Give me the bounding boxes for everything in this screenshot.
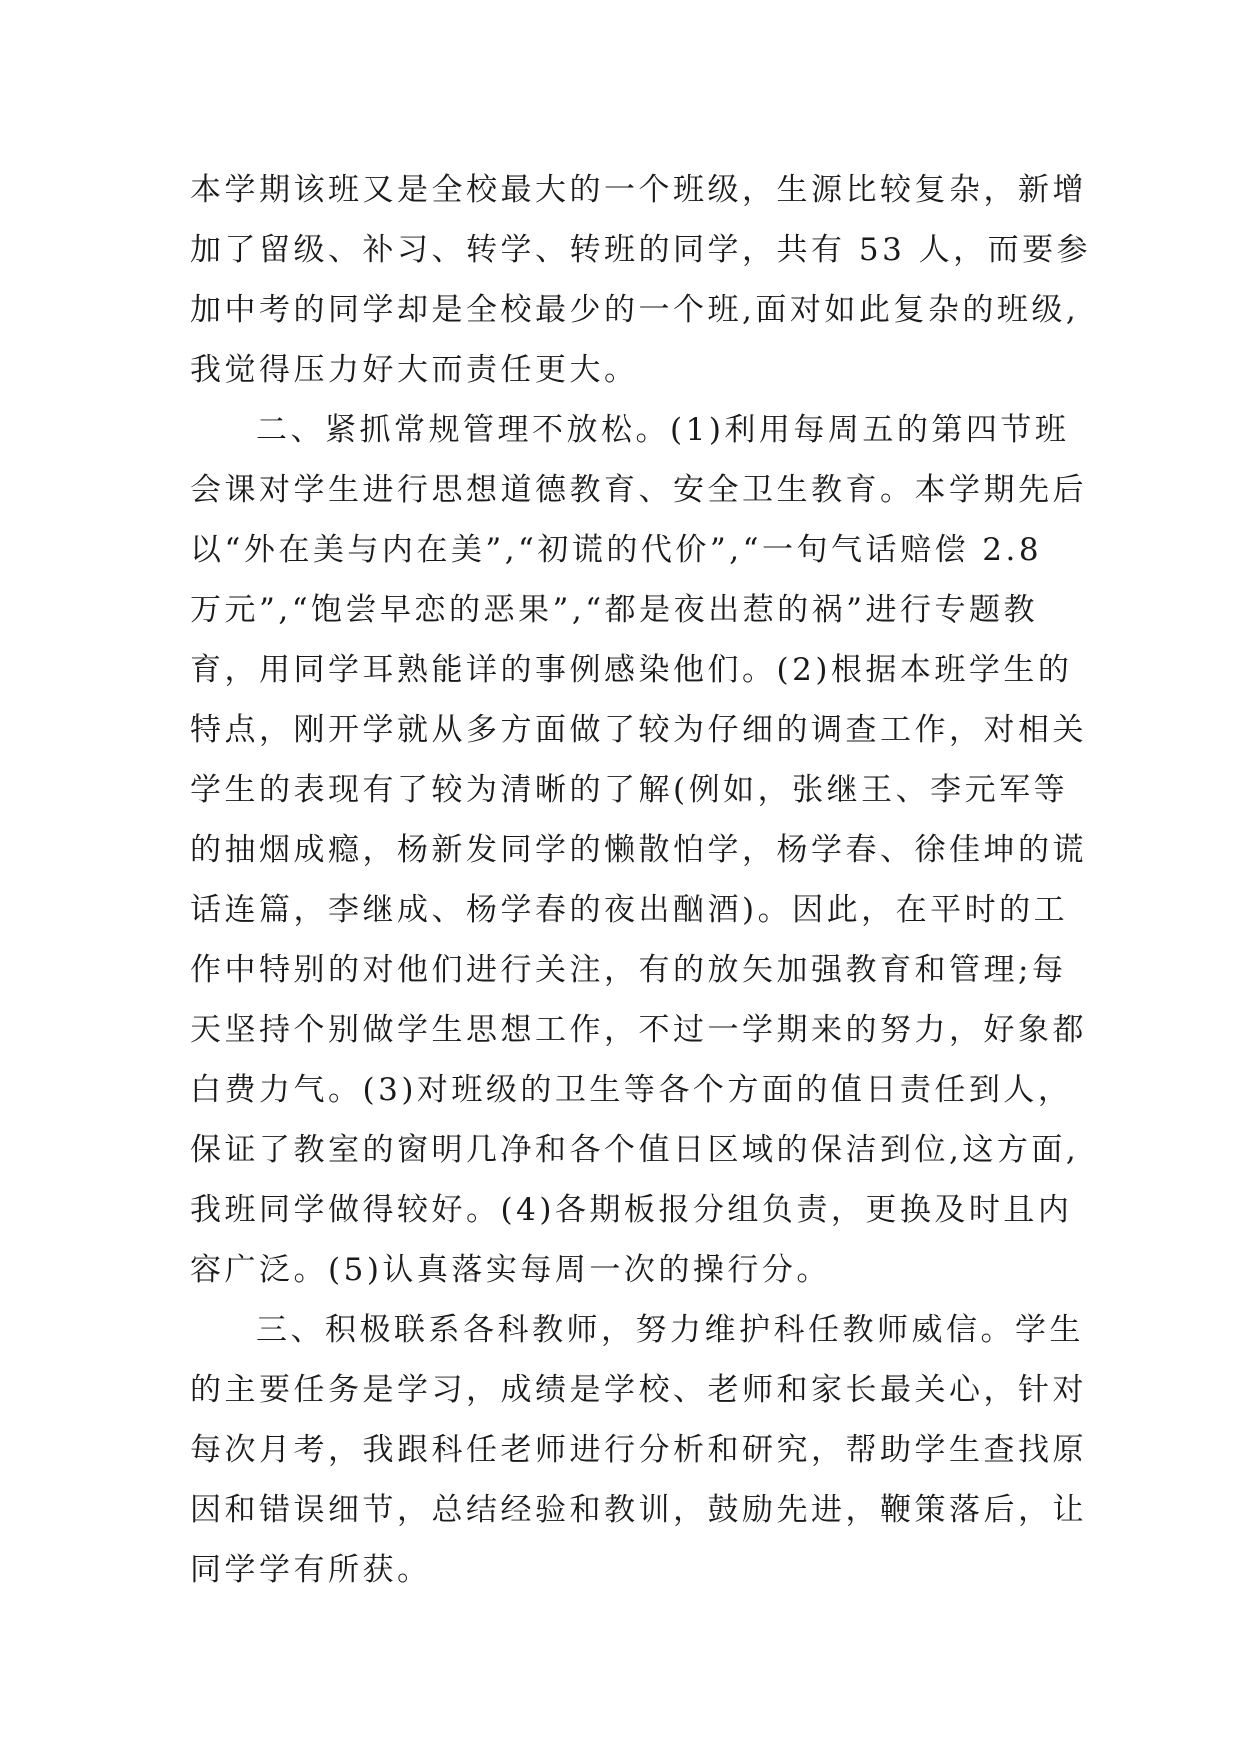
text-line: 话连篇，李继成、杨学春的夜出酗酒)。因此，在平时的工 [190, 892, 1069, 928]
text-line: 本学期该班又是全校最大的一个班级，生源比较复杂，新增 [190, 172, 1087, 208]
text-line: 特点，刚开学就从多方面做了较为仔细的调查工作，对相关 [190, 712, 1087, 748]
text-line: 加了留级、补习、转学、转班的同学，共有 53 人，而要参 [190, 232, 1092, 268]
paragraph-teacher-liaison [190, 1300, 1087, 1600]
document-body [190, 160, 1092, 1600]
text-line: 的主要任务是学习，成绩是学校、老师和家长最关心，针对 [190, 1372, 1087, 1408]
text-line: 的抽烟成瘾，杨新发同学的懒散怕学，杨学春、徐佳坤的谎 [190, 832, 1087, 868]
text-line: 二、紧抓常规管理不放松。(1)利用每周五的第四节班 [256, 412, 1070, 448]
text-line: 每次月考，我跟科任老师进行分析和研究，帮助学生查找原 [190, 1432, 1087, 1468]
text-line: 容广泛。(5)认真落实每周一次的操行分。 [190, 1252, 831, 1288]
text-line: 以“外在美与内在美”,“初谎的代价”,“一句气话赔偿 2.8 [190, 532, 1043, 568]
text-line: 作中特别的对他们进行关注，有的放矢加强教育和管理;每 [190, 952, 1067, 988]
text-line: 我觉得压力好大而责任更大。 [190, 352, 639, 388]
text-line: 育，用同学耳熟能详的事例感染他们。(2)根据本班学生的 [190, 652, 1073, 688]
text-line: 天坚持个别做学生思想工作，不过一学期来的努力，好象都 [190, 1012, 1087, 1048]
text-line: 加中考的同学却是全校最少的一个班,面对如此复杂的班级, [190, 292, 1080, 328]
paragraph-class-overview [190, 160, 1092, 400]
paragraph-routine-management [190, 400, 1087, 1300]
text-line: 同学学有所获。 [190, 1552, 432, 1588]
text-line: 三、积极联系各科教师，努力维护科任教师威信。学生 [256, 1312, 1084, 1348]
text-line: 因和错误细节，总结经验和教训，鼓励先进，鞭策落后，让 [190, 1492, 1087, 1528]
text-line: 白费力气。(3)对班级的卫生等各个方面的值日责任到人， [190, 1072, 1073, 1108]
text-line: 保证了教室的窗明几净和各个值日区域的保洁到位,这方面, [190, 1132, 1080, 1168]
text-line: 会课对学生进行思想道德教育、安全卫生教育。本学期先后 [190, 472, 1087, 508]
text-line: 万元”,“饱尝早恋的恶果”,“都是夜出惹的祸”进行专题教 [190, 592, 1038, 628]
text-line: 学生的表现有了较为清晰的了解(例如，张继王、李元军等 [190, 772, 1069, 808]
text-line: 我班同学做得较好。(4)各期板报分组负责，更换及时且内 [190, 1192, 1073, 1228]
